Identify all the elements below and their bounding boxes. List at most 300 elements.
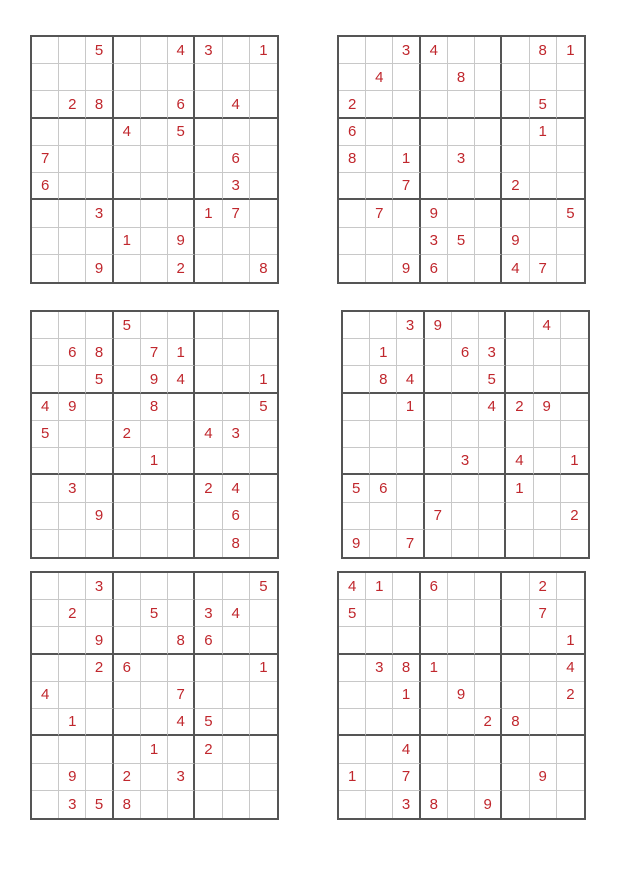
empty-cell — [370, 448, 397, 475]
empty-cell — [195, 503, 222, 530]
empty-cell — [141, 228, 168, 255]
empty-cell — [366, 764, 393, 791]
sudoku-puzzle-1 — [30, 35, 279, 284]
empty-cell — [502, 764, 529, 791]
empty-cell — [448, 736, 475, 763]
empty-cell — [421, 119, 448, 146]
empty-cell — [114, 475, 141, 502]
empty-cell — [168, 573, 195, 600]
empty-cell — [397, 339, 424, 366]
empty-cell — [475, 200, 502, 227]
given-digit-cell: 4 — [397, 366, 424, 393]
empty-cell — [223, 682, 250, 709]
empty-cell — [32, 600, 59, 627]
given-digit-cell: 3 — [393, 37, 420, 64]
given-digit-cell: 3 — [448, 146, 475, 173]
empty-cell — [475, 64, 502, 91]
empty-cell — [223, 312, 250, 339]
given-digit-cell: 3 — [393, 791, 420, 818]
empty-cell — [59, 255, 86, 282]
empty-cell — [250, 600, 277, 627]
empty-cell — [425, 475, 452, 502]
given-digit-cell: 5 — [479, 366, 506, 393]
empty-cell — [557, 764, 584, 791]
empty-cell — [397, 503, 424, 530]
empty-cell — [502, 119, 529, 146]
empty-cell — [452, 312, 479, 339]
given-digit-cell: 2 — [502, 173, 529, 200]
empty-cell — [502, 791, 529, 818]
empty-cell — [250, 312, 277, 339]
empty-cell — [195, 530, 222, 557]
empty-cell — [86, 312, 113, 339]
empty-cell — [448, 709, 475, 736]
given-digit-cell: 1 — [250, 37, 277, 64]
empty-cell — [366, 736, 393, 763]
empty-cell — [114, 366, 141, 393]
empty-cell — [168, 173, 195, 200]
empty-cell — [530, 200, 557, 227]
empty-cell — [479, 530, 506, 557]
empty-cell — [141, 627, 168, 654]
empty-cell — [475, 573, 502, 600]
empty-cell — [250, 682, 277, 709]
empty-cell — [114, 600, 141, 627]
given-digit-cell: 9 — [59, 764, 86, 791]
empty-cell — [223, 255, 250, 282]
empty-cell — [32, 764, 59, 791]
empty-cell — [448, 200, 475, 227]
given-digit-cell: 5 — [343, 475, 370, 502]
given-digit-cell: 9 — [530, 764, 557, 791]
empty-cell — [534, 448, 561, 475]
empty-cell — [448, 791, 475, 818]
empty-cell — [393, 64, 420, 91]
given-digit-cell: 1 — [421, 655, 448, 682]
empty-cell — [32, 119, 59, 146]
empty-cell — [561, 530, 588, 557]
empty-cell — [370, 503, 397, 530]
empty-cell — [86, 736, 113, 763]
empty-cell — [366, 37, 393, 64]
empty-cell — [141, 503, 168, 530]
empty-cell — [502, 200, 529, 227]
empty-cell — [114, 146, 141, 173]
empty-cell — [421, 709, 448, 736]
given-digit-cell: 8 — [141, 394, 168, 421]
empty-cell — [86, 682, 113, 709]
given-digit-cell: 1 — [250, 366, 277, 393]
empty-cell — [168, 791, 195, 818]
empty-cell — [366, 119, 393, 146]
empty-cell — [250, 448, 277, 475]
empty-cell — [475, 119, 502, 146]
empty-cell — [223, 736, 250, 763]
empty-cell — [195, 119, 222, 146]
given-digit-cell: 6 — [32, 173, 59, 200]
empty-cell — [59, 312, 86, 339]
empty-cell — [339, 64, 366, 91]
empty-cell — [168, 448, 195, 475]
empty-cell — [141, 421, 168, 448]
empty-cell — [141, 682, 168, 709]
given-digit-cell: 8 — [448, 64, 475, 91]
given-digit-cell: 4 — [32, 394, 59, 421]
empty-cell — [339, 682, 366, 709]
given-digit-cell: 5 — [141, 600, 168, 627]
given-digit-cell: 6 — [421, 573, 448, 600]
empty-cell — [339, 736, 366, 763]
empty-cell — [141, 573, 168, 600]
empty-cell — [425, 530, 452, 557]
given-digit-cell: 8 — [530, 37, 557, 64]
empty-cell — [32, 627, 59, 654]
given-digit-cell: 2 — [506, 394, 533, 421]
empty-cell — [141, 255, 168, 282]
empty-cell — [32, 530, 59, 557]
given-digit-cell: 7 — [32, 146, 59, 173]
empty-cell — [86, 228, 113, 255]
given-digit-cell: 6 — [370, 475, 397, 502]
empty-cell — [534, 503, 561, 530]
sudoku-puzzle-6 — [337, 571, 586, 820]
empty-cell — [475, 37, 502, 64]
empty-cell — [32, 791, 59, 818]
empty-cell — [366, 600, 393, 627]
empty-cell — [366, 228, 393, 255]
given-digit-cell: 5 — [32, 421, 59, 448]
given-digit-cell: 2 — [86, 655, 113, 682]
given-digit-cell: 5 — [86, 366, 113, 393]
empty-cell — [393, 119, 420, 146]
given-digit-cell: 1 — [530, 119, 557, 146]
sudoku-puzzle-2 — [337, 35, 586, 284]
empty-cell — [557, 173, 584, 200]
empty-cell — [59, 119, 86, 146]
empty-cell — [339, 791, 366, 818]
empty-cell — [168, 655, 195, 682]
empty-cell — [448, 37, 475, 64]
empty-cell — [530, 736, 557, 763]
empty-cell — [475, 655, 502, 682]
empty-cell — [425, 421, 452, 448]
empty-cell — [557, 91, 584, 118]
empty-cell — [421, 600, 448, 627]
given-digit-cell: 8 — [259, 259, 268, 277]
empty-cell — [557, 119, 584, 146]
empty-cell — [86, 475, 113, 502]
empty-cell — [250, 119, 277, 146]
empty-cell — [530, 64, 557, 91]
empty-cell — [557, 709, 584, 736]
empty-cell — [452, 503, 479, 530]
empty-cell — [370, 530, 397, 557]
empty-cell — [114, 37, 141, 64]
empty-cell — [195, 312, 222, 339]
empty-cell — [502, 37, 529, 64]
empty-cell — [195, 394, 222, 421]
empty-cell — [195, 682, 222, 709]
empty-cell — [370, 421, 397, 448]
empty-cell — [530, 682, 557, 709]
given-digit-cell: 1 — [397, 394, 424, 421]
empty-cell — [475, 764, 502, 791]
empty-cell — [32, 64, 59, 91]
given-digit-cell: 8 — [339, 146, 366, 173]
given-digit-cell: 3 — [421, 228, 448, 255]
empty-cell — [561, 394, 588, 421]
empty-cell — [452, 530, 479, 557]
empty-cell — [141, 530, 168, 557]
empty-cell — [59, 573, 86, 600]
empty-cell — [32, 255, 59, 282]
empty-cell — [141, 37, 168, 64]
empty-cell — [370, 312, 397, 339]
empty-cell — [250, 503, 277, 530]
given-digit-cell: 3 — [168, 764, 195, 791]
empty-cell — [141, 791, 168, 818]
given-digit-cell: 9 — [448, 682, 475, 709]
given-digit-cell: 3 — [397, 312, 424, 339]
given-digit-cell: 6 — [452, 339, 479, 366]
empty-cell — [339, 173, 366, 200]
empty-cell — [561, 366, 588, 393]
empty-cell — [561, 475, 588, 502]
given-digit-cell: 6 — [223, 503, 250, 530]
empty-cell — [141, 475, 168, 502]
given-digit-cell: 6 — [223, 146, 250, 173]
empty-cell — [421, 173, 448, 200]
given-digit-cell: 9 — [393, 255, 420, 282]
empty-cell — [250, 200, 277, 227]
empty-cell — [530, 173, 557, 200]
given-digit-cell: 7 — [168, 682, 195, 709]
empty-cell — [141, 119, 168, 146]
empty-cell — [250, 709, 277, 736]
given-digit-cell: 2 — [114, 421, 141, 448]
given-digit-cell: 4 — [502, 255, 529, 282]
empty-cell — [114, 627, 141, 654]
given-digit-cell: 2 — [59, 91, 86, 118]
empty-cell — [425, 366, 452, 393]
empty-cell — [86, 146, 113, 173]
empty-cell — [195, 339, 222, 366]
empty-cell — [223, 394, 250, 421]
given-digit-cell: 3 — [223, 421, 250, 448]
empty-cell — [195, 255, 222, 282]
empty-cell — [59, 37, 86, 64]
empty-cell — [502, 146, 529, 173]
given-digit-cell: 5 — [195, 709, 222, 736]
given-digit-cell: 5 — [250, 394, 277, 421]
empty-cell — [141, 146, 168, 173]
given-digit-cell: 9 — [59, 394, 86, 421]
empty-cell — [502, 573, 529, 600]
empty-cell — [114, 709, 141, 736]
given-digit-cell: 4 — [534, 312, 561, 339]
empty-cell — [223, 655, 250, 682]
empty-cell — [530, 228, 557, 255]
empty-cell — [557, 573, 584, 600]
empty-cell — [141, 764, 168, 791]
empty-cell — [448, 655, 475, 682]
sudoku-puzzle-5 — [30, 571, 279, 820]
given-digit-cell: 2 — [557, 682, 584, 709]
empty-cell — [557, 146, 584, 173]
empty-cell — [195, 366, 222, 393]
empty-cell — [421, 764, 448, 791]
empty-cell — [114, 173, 141, 200]
given-digit-cell: 4 — [393, 736, 420, 763]
given-digit-cell: 7 — [366, 200, 393, 227]
given-digit-cell: 8 — [421, 791, 448, 818]
empty-cell — [339, 255, 366, 282]
empty-cell — [561, 421, 588, 448]
given-digit-cell: 9 — [86, 627, 113, 654]
empty-cell — [250, 475, 277, 502]
empty-cell — [141, 312, 168, 339]
given-digit-cell: 4 — [168, 366, 195, 393]
empty-cell — [534, 530, 561, 557]
empty-cell — [250, 146, 277, 173]
given-digit-cell: 5 — [86, 37, 113, 64]
given-digit-cell: 6 — [114, 655, 141, 682]
empty-cell — [59, 228, 86, 255]
empty-cell — [168, 530, 195, 557]
empty-cell — [223, 627, 250, 654]
empty-cell — [114, 530, 141, 557]
empty-cell — [506, 503, 533, 530]
given-digit-cell: 4 — [506, 448, 533, 475]
empty-cell — [32, 366, 59, 393]
empty-cell — [561, 312, 588, 339]
empty-cell — [114, 573, 141, 600]
empty-cell — [59, 421, 86, 448]
given-digit-cell: 9 — [502, 228, 529, 255]
given-digit-cell: 4 — [195, 421, 222, 448]
empty-cell — [32, 91, 59, 118]
empty-cell — [530, 709, 557, 736]
given-digit-cell: 3 — [479, 339, 506, 366]
given-digit-cell: 7 — [530, 600, 557, 627]
empty-cell — [343, 448, 370, 475]
given-digit-cell: 1 — [561, 448, 588, 475]
given-digit-cell: 4 — [479, 394, 506, 421]
given-digit-cell: 5 — [530, 91, 557, 118]
empty-cell — [343, 421, 370, 448]
empty-cell — [393, 573, 420, 600]
empty-cell — [366, 709, 393, 736]
given-digit-cell: 2 — [195, 475, 222, 502]
empty-cell — [114, 682, 141, 709]
given-digit-cell: 9 — [86, 255, 113, 282]
empty-cell — [506, 530, 533, 557]
empty-cell — [141, 64, 168, 91]
given-digit-cell: 2 — [114, 764, 141, 791]
empty-cell — [195, 448, 222, 475]
given-digit-cell: 4 — [366, 64, 393, 91]
empty-cell — [250, 736, 277, 763]
given-digit-cell: 6 — [59, 339, 86, 366]
empty-cell — [250, 64, 277, 91]
empty-cell — [32, 312, 59, 339]
empty-cell — [59, 503, 86, 530]
empty-cell — [114, 255, 141, 282]
empty-cell — [86, 600, 113, 627]
empty-cell — [59, 627, 86, 654]
sudoku-puzzle-4 — [341, 310, 590, 559]
given-digit-cell: 5 — [339, 600, 366, 627]
empty-cell — [397, 448, 424, 475]
given-digit-cell: 8 — [86, 91, 113, 118]
empty-cell — [343, 339, 370, 366]
empty-cell — [366, 682, 393, 709]
empty-cell — [475, 682, 502, 709]
empty-cell — [223, 228, 250, 255]
empty-cell — [343, 394, 370, 421]
given-digit-cell: 9 — [168, 228, 195, 255]
empty-cell — [557, 736, 584, 763]
given-digit-cell: 9 — [534, 394, 561, 421]
empty-cell — [506, 366, 533, 393]
given-digit-cell: 3 — [195, 600, 222, 627]
empty-cell — [86, 394, 113, 421]
given-digit-cell: 4 — [168, 709, 195, 736]
empty-cell — [448, 600, 475, 627]
empty-cell — [557, 791, 584, 818]
given-digit-cell: 9 — [343, 530, 370, 557]
empty-cell — [557, 600, 584, 627]
empty-cell — [250, 339, 277, 366]
empty-cell — [530, 627, 557, 654]
empty-cell — [502, 627, 529, 654]
given-digit-cell: 7 — [530, 255, 557, 282]
empty-cell — [168, 503, 195, 530]
empty-cell — [223, 64, 250, 91]
empty-cell — [86, 530, 113, 557]
given-digit-cell: 9 — [425, 312, 452, 339]
empty-cell — [250, 764, 277, 791]
empty-cell — [502, 64, 529, 91]
empty-cell — [86, 764, 113, 791]
empty-cell — [114, 394, 141, 421]
empty-cell — [195, 64, 222, 91]
empty-cell — [141, 655, 168, 682]
empty-cell — [506, 312, 533, 339]
empty-cell — [534, 366, 561, 393]
empty-cell — [370, 394, 397, 421]
empty-cell — [59, 64, 86, 91]
given-digit-cell: 1 — [370, 339, 397, 366]
empty-cell — [195, 91, 222, 118]
given-digit-cell: 7 — [393, 764, 420, 791]
given-digit-cell: 1 — [339, 764, 366, 791]
given-digit-cell: 1 — [114, 228, 141, 255]
empty-cell — [448, 91, 475, 118]
empty-cell — [223, 37, 250, 64]
given-digit-cell: 9 — [86, 503, 113, 530]
given-digit-cell: 3 — [452, 448, 479, 475]
empty-cell — [475, 255, 502, 282]
empty-cell — [534, 339, 561, 366]
empty-cell — [168, 200, 195, 227]
empty-cell — [448, 627, 475, 654]
empty-cell — [502, 682, 529, 709]
given-digit-cell: 5 — [448, 228, 475, 255]
empty-cell — [223, 573, 250, 600]
empty-cell — [475, 91, 502, 118]
empty-cell — [448, 119, 475, 146]
